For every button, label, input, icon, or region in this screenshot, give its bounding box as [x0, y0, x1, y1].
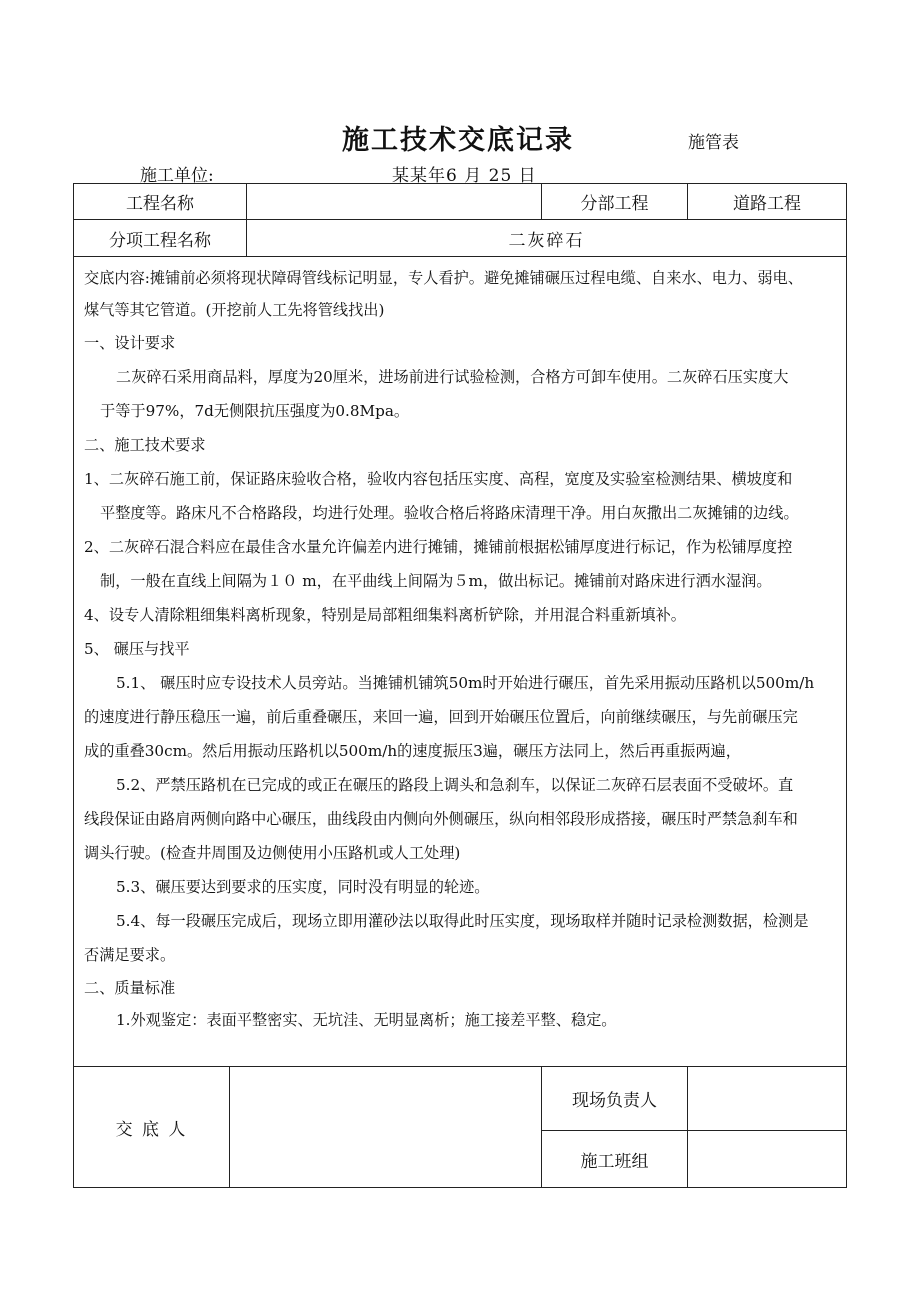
- content-line: 于等于97%，7d无侧限抗压强度为0.8Mpa。: [100, 402, 410, 420]
- project-name-label: 工程名称: [126, 194, 194, 214]
- subitem-name-label: 分项工程名称: [109, 230, 211, 251]
- content-line: 交底内容:摊铺前必须将现状障碍管线标记明显，专人看护。避免摊铺碾压过程电缆、自来水、电力、弱电、: [84, 269, 803, 287]
- construction-crew-label: 施工班组: [580, 1151, 649, 1172]
- content-line: 的速度进行静压稳压一遍，前后重叠碾压，来回一遍，回到开始碾压位置后，向前继续碾压，与先前碾压完: [84, 708, 798, 726]
- content-line: 2、二灰碎石混合料应在最佳含水量允许偏差内进行摊铺，摊铺前根据松铺厚度进行标记，作为松铺厚度控: [84, 538, 793, 556]
- discloser-label: 交 底 人: [115, 1119, 188, 1140]
- content-line: 5.1、 碾压时应专设技术人员旁站。当摊铺机铺筑50m时开始进行碾压，首先采用振动压路机以500m/h: [116, 674, 815, 692]
- content-line: 线段保证由路肩两侧向路中心碾压，曲线段由内侧向外侧碾压，纵向相邻段形成搭接，碾压时严禁急刹车和: [84, 810, 798, 828]
- content-line: 平整度等。路床凡不合格路段，均进行处理。验收合格后将路床清理干净。用白灰撒出二灰摊铺的边线。: [100, 504, 799, 522]
- content-line: 制，一般在直线上间隔为１０ m，在平曲线上间隔为５m，做出标记。摊铺前对路床进行洒水湿润。: [100, 572, 772, 590]
- content-line: 否满足要求。: [84, 946, 176, 964]
- content-line: 二、施工技术要求: [84, 436, 206, 454]
- content-line: 5.4、每一段碾压完成后，现场立即用灌砂法以取得此时压实度，现场取样并随时记录检测数据，检测是: [116, 912, 809, 930]
- construction-crew-signature: [688, 1131, 846, 1187]
- content-line: 二、质量标准: [84, 979, 176, 997]
- division-label: 分部工程: [580, 194, 649, 214]
- content-line: 调头行驶。(检查井周围及边侧使用小压路机或人工处理): [84, 844, 461, 862]
- subitem-name-value: 二灰碎石: [508, 230, 585, 251]
- site-lead-signature: [688, 1067, 846, 1130]
- content-line: 1、二灰碎石施工前，保证路床验收合格，验收内容包括压实度、高程，宽度及实验室检测结果、横坡度和: [84, 470, 793, 488]
- division-value: 道路工程: [733, 194, 801, 214]
- discloser-signature: [230, 1067, 541, 1187]
- content-line: 二灰碎石采用商品料，厚度为20厘米，进场前进行试验检测，合格方可卸车使用。二灰碎石压实度大: [116, 368, 789, 386]
- content-line: 5.3、碾压要达到要求的压实度，同时没有明显的轮迹。: [116, 878, 490, 896]
- content-line: 煤气等其它管道。(开挖前人工先将管线找出): [84, 301, 385, 319]
- content-line: 一、设计要求: [84, 334, 176, 352]
- content-line: 5、 碾压与找平: [84, 640, 190, 658]
- form-code: 施管表: [688, 133, 739, 153]
- project-name-value: [247, 184, 541, 219]
- disclosure-content: [84, 262, 842, 1036]
- site-lead-label: 现场负责人: [572, 1091, 657, 1111]
- content-line: 4、设专人清除粗细集料离析现象，特别是局部粗细集料离析铲除，并用混合料重新填补。: [84, 606, 686, 624]
- content-line: 5.2、严禁压路机在已完成的或正在碾压的路段上调头和急刹车，以保证二灰碎石层表面不受破坏。直: [116, 776, 794, 794]
- row-divider: [73, 256, 847, 257]
- content-line: 成的重叠30cm。然后用振动压路机以500m/h的速度振压3遍，碾压方法同上，然后再重振两遍，: [84, 742, 741, 760]
- construction-unit-label: 施工单位:: [140, 166, 214, 186]
- record-date: 某某年6 月 25 日: [392, 166, 537, 186]
- content-line: 1.外观鉴定：表面平整密实、无坑洼、无明显离析；施工接差平整、稳定。: [116, 1011, 617, 1029]
- document-title: 施工技术交底记录: [342, 125, 574, 156]
